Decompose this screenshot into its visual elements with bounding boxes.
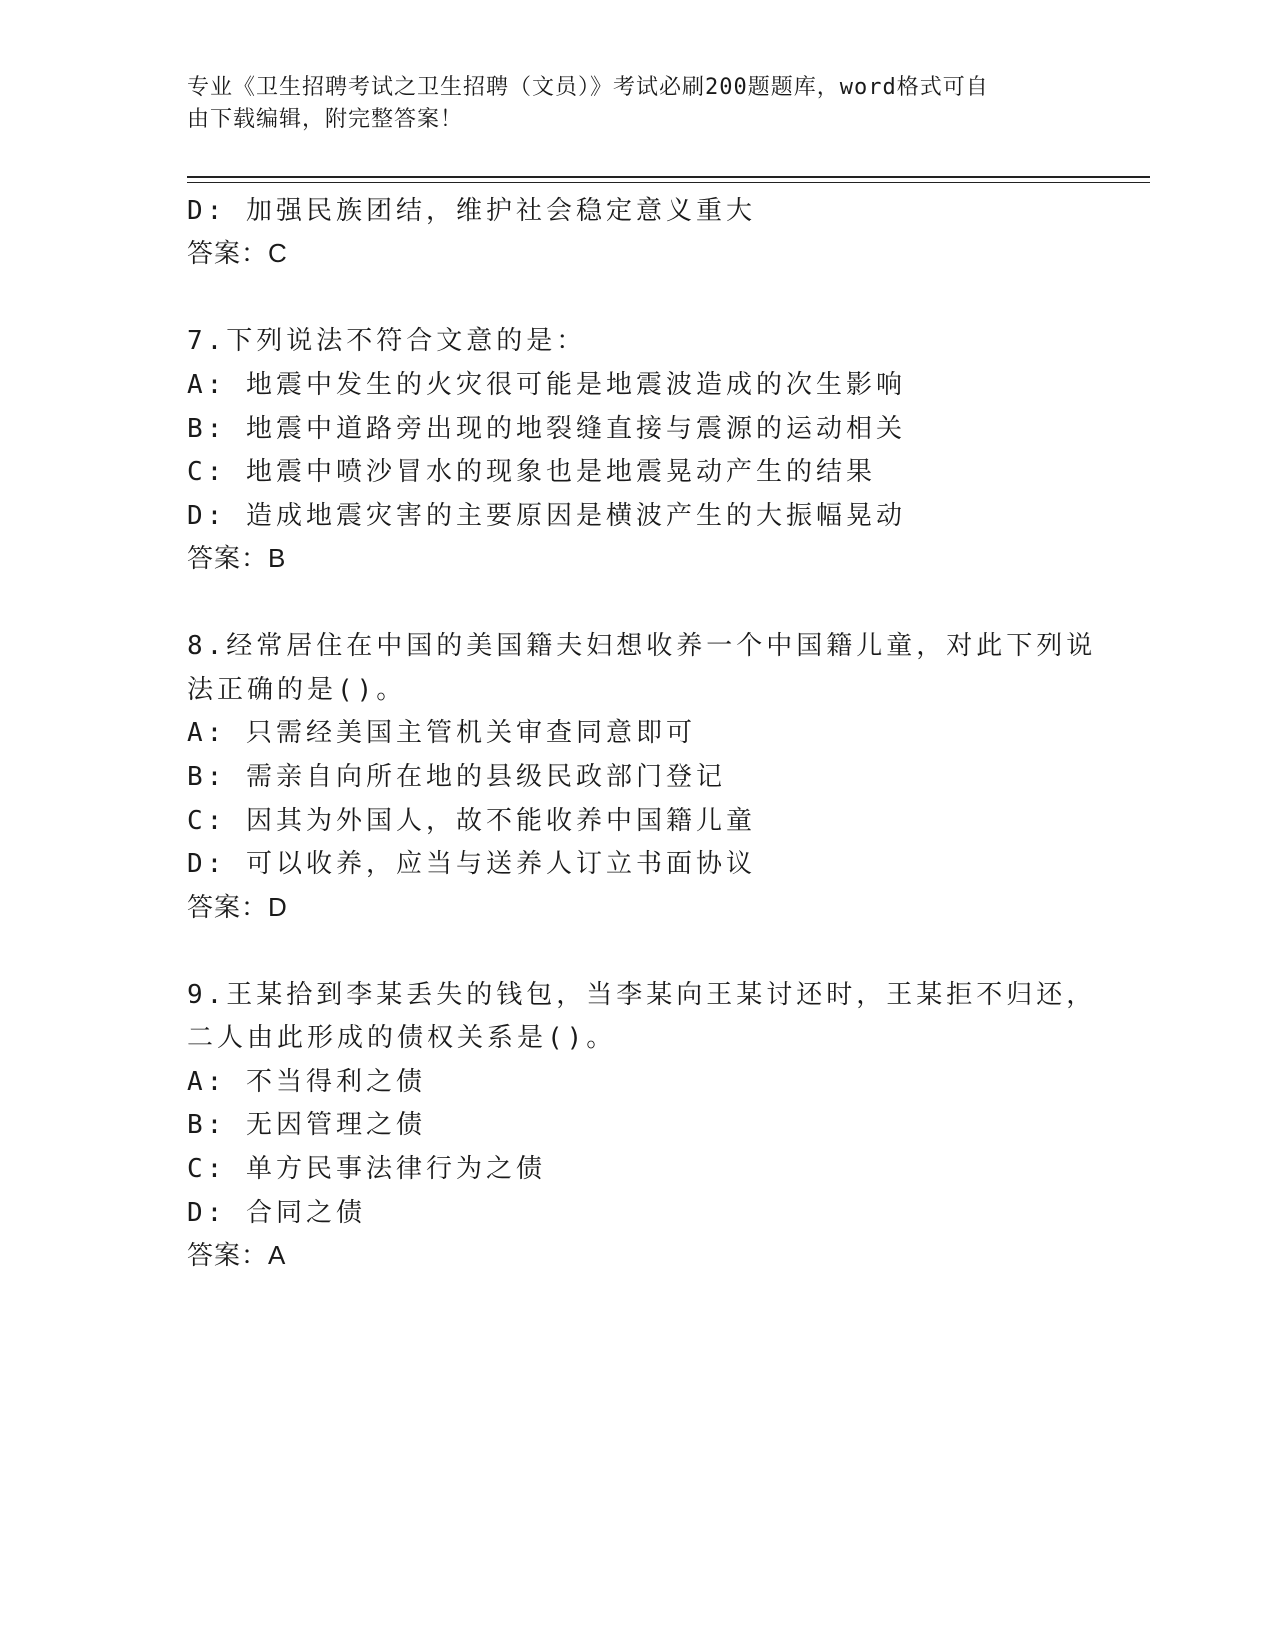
question-7-option-d: D: 造成地震灾害的主要原因是横波产生的大振幅晃动 (187, 501, 906, 531)
question-9-option-b: B: 无因管理之债 (187, 1110, 426, 1140)
question-9-option-a: A: 不当得利之债 (187, 1067, 426, 1097)
question-8-option-b: B: 需亲自向所在地的县级民政部门登记 (187, 762, 726, 792)
question-7-option-a: A: 地震中发生的火灾很可能是地震波造成的次生影响 (187, 370, 906, 400)
question-8-option-c: C: 因其为外国人，故不能收养中国籍儿童 (187, 806, 756, 836)
header-divider-thick (187, 176, 1150, 178)
question-9-stem-line-1: 9.王某拾到李某丢失的钱包，当李某向王某讨还时，王某拒不归还， (187, 980, 1097, 1010)
question-9-answer: 答案：A (187, 1240, 287, 1270)
question-8-option-d: D: 可以收养，应当与送养人订立书面协议 (187, 849, 756, 879)
question-7-option-c: C: 地震中喷沙冒水的现象也是地震晃动产生的结果 (187, 457, 876, 487)
question-9-option-d: D: 合同之债 (187, 1198, 366, 1228)
question-8-stem-line-2: 法正确的是()。 (187, 675, 407, 705)
prev-question-answer: 答案：C (187, 238, 288, 268)
header-divider-thin (187, 182, 1150, 183)
question-7-answer: 答案：B (187, 543, 287, 573)
document-header (187, 72, 1087, 136)
question-8-answer: 答案：D (187, 892, 288, 922)
question-8-stem-line-1: 8.经常居住在中国的美国籍夫妇想收养一个中国籍儿童，对此下列说 (187, 631, 1097, 661)
question-8-option-a: A: 只需经美国主管机关审查同意即可 (187, 718, 696, 748)
question-9-option-c: C: 单方民事法律行为之债 (187, 1154, 546, 1184)
question-7-stem: 7.下列说法不符合文意的是： (187, 326, 587, 356)
prev-question-option-d: D: 加强民族团结，维护社会稳定意义重大 (187, 196, 756, 226)
question-9-stem-line-2: 二人由此形成的债权关系是()。 (187, 1023, 617, 1053)
header-line-2: 由下载编辑，附完整答案！ (187, 107, 464, 132)
question-7-option-b: B: 地震中道路旁出现的地裂缝直接与震源的运动相关 (187, 414, 906, 444)
header-line-1: 专业《卫生招聘考试之卫生招聘（文员）》考试必刷200题题库，word格式可自 (187, 75, 989, 100)
